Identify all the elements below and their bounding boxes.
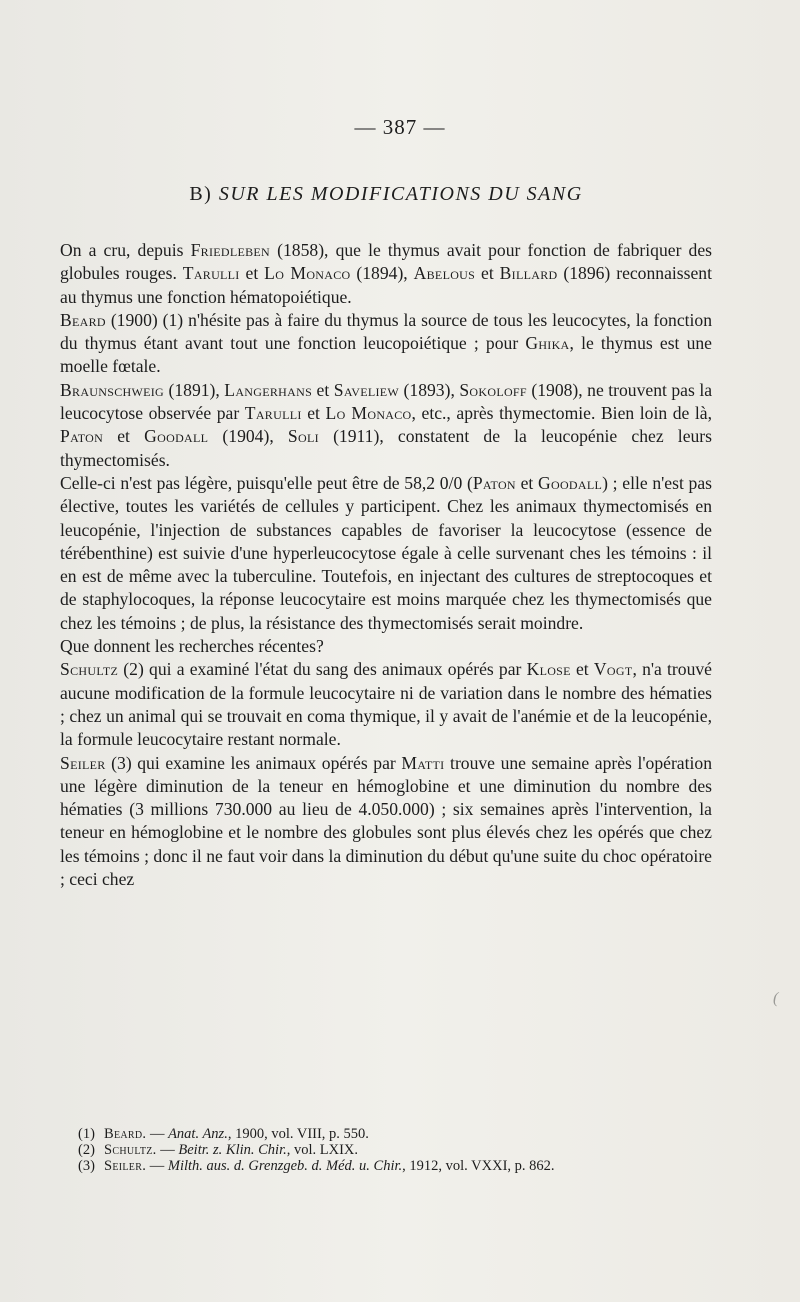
author-name: Paton bbox=[472, 472, 516, 493]
footnote bbox=[78, 1126, 718, 1142]
paragraph bbox=[60, 635, 712, 658]
footnote-separator: — bbox=[146, 1126, 169, 1142]
author-name: Beard bbox=[60, 309, 106, 330]
footnotes bbox=[78, 1126, 718, 1174]
author-name: Langerhans bbox=[224, 379, 313, 400]
text-run: et bbox=[475, 263, 500, 284]
text-run: (1858), que le thymus avait pour fonction de fabriquer des globules rouges. bbox=[60, 240, 712, 284]
author-name: Braunschweig bbox=[60, 379, 164, 400]
text-run: ) ; elle n'est pas élective, toutes les variétés de cellules y participent. Chez les animaux thymectomisés en leucopénie, l'injection de substances capables de favoriser la leucocytose (essence de térébenthine) est suivie d'une hyperleucocytose égale à celle survenant ches les témoins : il en est de même avec la tuberculine. Toutefois, en injectant des cultures de streptocoques et de staphylocoques, la réponse leucocytaire est moins marquée chez les thymectomisés que chez les témoins ; de plus, la résistance des thymectomisés serait moindre. bbox=[60, 472, 712, 633]
footnote-reference: Beitr. z. Klin. Chir. bbox=[178, 1142, 287, 1158]
text-run: Que donnent les recherches récentes? bbox=[60, 636, 324, 657]
text-run: , etc., après thymectomie. Bien loin de là, bbox=[411, 403, 712, 424]
text-run: (1894), bbox=[350, 263, 414, 284]
footnote bbox=[78, 1158, 718, 1174]
author-name: Matti bbox=[401, 752, 445, 773]
author-name: Goodall bbox=[144, 426, 209, 447]
text-run: (3) qui examine les animaux opérés par bbox=[105, 752, 402, 773]
footnote-separator: — bbox=[146, 1158, 168, 1174]
footnote-reference: Anat. Anz. bbox=[168, 1126, 228, 1142]
text-run: et bbox=[515, 472, 538, 493]
page-number: — 387 — bbox=[354, 115, 446, 139]
footnote-author: Beard. bbox=[104, 1126, 147, 1142]
paragraph bbox=[60, 239, 712, 309]
text-run: (1896) reconnaissent au thymus une fonction hématopoiétique. bbox=[60, 263, 712, 307]
text-run: (1900) (1) n'hésite pas à faire du thymus la source de tous les leucocytes, la fonction du thymus étant avant tout une fonction leucopoiétique ; pour bbox=[60, 309, 712, 354]
text-run: (1891), bbox=[164, 379, 225, 400]
text-run: (1908), ne trouvent pas la leucocytose observée par bbox=[60, 379, 713, 424]
text-run: (1904), bbox=[208, 426, 288, 447]
paragraph bbox=[60, 309, 712, 379]
text-run: (1911), constatent de la leucopénie chez leurs thymectomisés. bbox=[60, 426, 712, 470]
footnote-author: Schultz. bbox=[104, 1142, 157, 1158]
text-run: et bbox=[301, 403, 326, 424]
footnote-author: Seiler. bbox=[104, 1158, 147, 1174]
author-name: Sokoloff bbox=[459, 379, 527, 400]
text-run: Celle-ci n'est pas légère, puisqu'elle peut être de 58,2 0/0 ( bbox=[60, 472, 473, 493]
author-name: Lo Monaco bbox=[325, 403, 412, 424]
paragraph bbox=[60, 379, 712, 472]
author-name: Klose bbox=[526, 659, 571, 680]
text-run: , n'a trouvé aucune modification de la formule leucocytaire ni de variation dans le nombre des hématies ; chez un animal qui se trouvait en coma thymique, il y avait de l'anémie et de la leucopénie, la formule leucocytaire restant normale. bbox=[60, 659, 712, 750]
text-run: et bbox=[570, 659, 594, 680]
body-text bbox=[60, 239, 712, 891]
text-run: trouve une semaine après l'opération une légère diminution de la teneur en hémoglobine et une diminution du nombre des hématies (3 millions 730.000 au lieu de 4.050.000) ; six semaines après l'intervention, la teneur en hémoglobine et le nombre des globules sont plus élevés chez les opérés que chez les témoins ; donc il ne faut voir dans la diminution du début qu'une suite du choc opératoire ; ceci chez bbox=[60, 752, 712, 890]
section-title bbox=[0, 183, 772, 206]
author-name: Goodall bbox=[537, 472, 603, 493]
author-name: Ghika bbox=[525, 333, 570, 354]
text-run: On a cru, depuis bbox=[60, 240, 191, 260]
footnote bbox=[78, 1142, 718, 1158]
paragraph bbox=[60, 752, 712, 892]
footnote-details: , 1900, vol. VIII, p. 550. bbox=[227, 1126, 369, 1142]
text-run: et bbox=[103, 426, 145, 447]
author-name: Tarulli bbox=[244, 403, 302, 424]
section-prefix: B) bbox=[189, 183, 213, 205]
author-name: Lo Monaco bbox=[264, 263, 351, 284]
author-name: Vogt bbox=[593, 659, 633, 680]
footnote-number: (2) bbox=[78, 1142, 95, 1158]
author-name: Saveliew bbox=[333, 379, 400, 400]
footnote-number: (3) bbox=[78, 1158, 95, 1174]
text-run: et bbox=[239, 263, 265, 284]
author-name: Schultz bbox=[60, 659, 119, 680]
section-title-text: SUR LES MODIFICATIONS DU SANG bbox=[218, 183, 583, 205]
margin-mark: ( bbox=[773, 990, 779, 1007]
author-name: Paton bbox=[60, 426, 104, 447]
footnote-details: , 1912, vol. VXXI, p. 862. bbox=[402, 1158, 555, 1174]
text-run: (1893), bbox=[399, 379, 460, 400]
paragraph bbox=[60, 658, 712, 751]
author-name: Billard bbox=[499, 263, 558, 284]
author-name: Tarulli bbox=[182, 263, 240, 284]
author-name: Friedleben bbox=[190, 240, 271, 260]
footnote-reference: Milth. aus. d. Grenzgeb. d. Méd. u. Chir. bbox=[167, 1158, 403, 1174]
footnote-details: , vol. LXIX. bbox=[286, 1142, 359, 1158]
footnote-number: (1) bbox=[78, 1126, 95, 1142]
author-name: Soli bbox=[287, 426, 319, 447]
footnote-separator: — bbox=[156, 1142, 179, 1158]
paragraph bbox=[60, 472, 712, 635]
text-run: (2) qui a examiné l'état du sang des animaux opérés par bbox=[118, 659, 527, 680]
author-name: Abelous bbox=[413, 263, 476, 284]
author-name: Seiler bbox=[60, 752, 106, 773]
text-run: , le thymus est une moelle fœtale. bbox=[60, 333, 712, 377]
text-run: et bbox=[312, 379, 334, 400]
